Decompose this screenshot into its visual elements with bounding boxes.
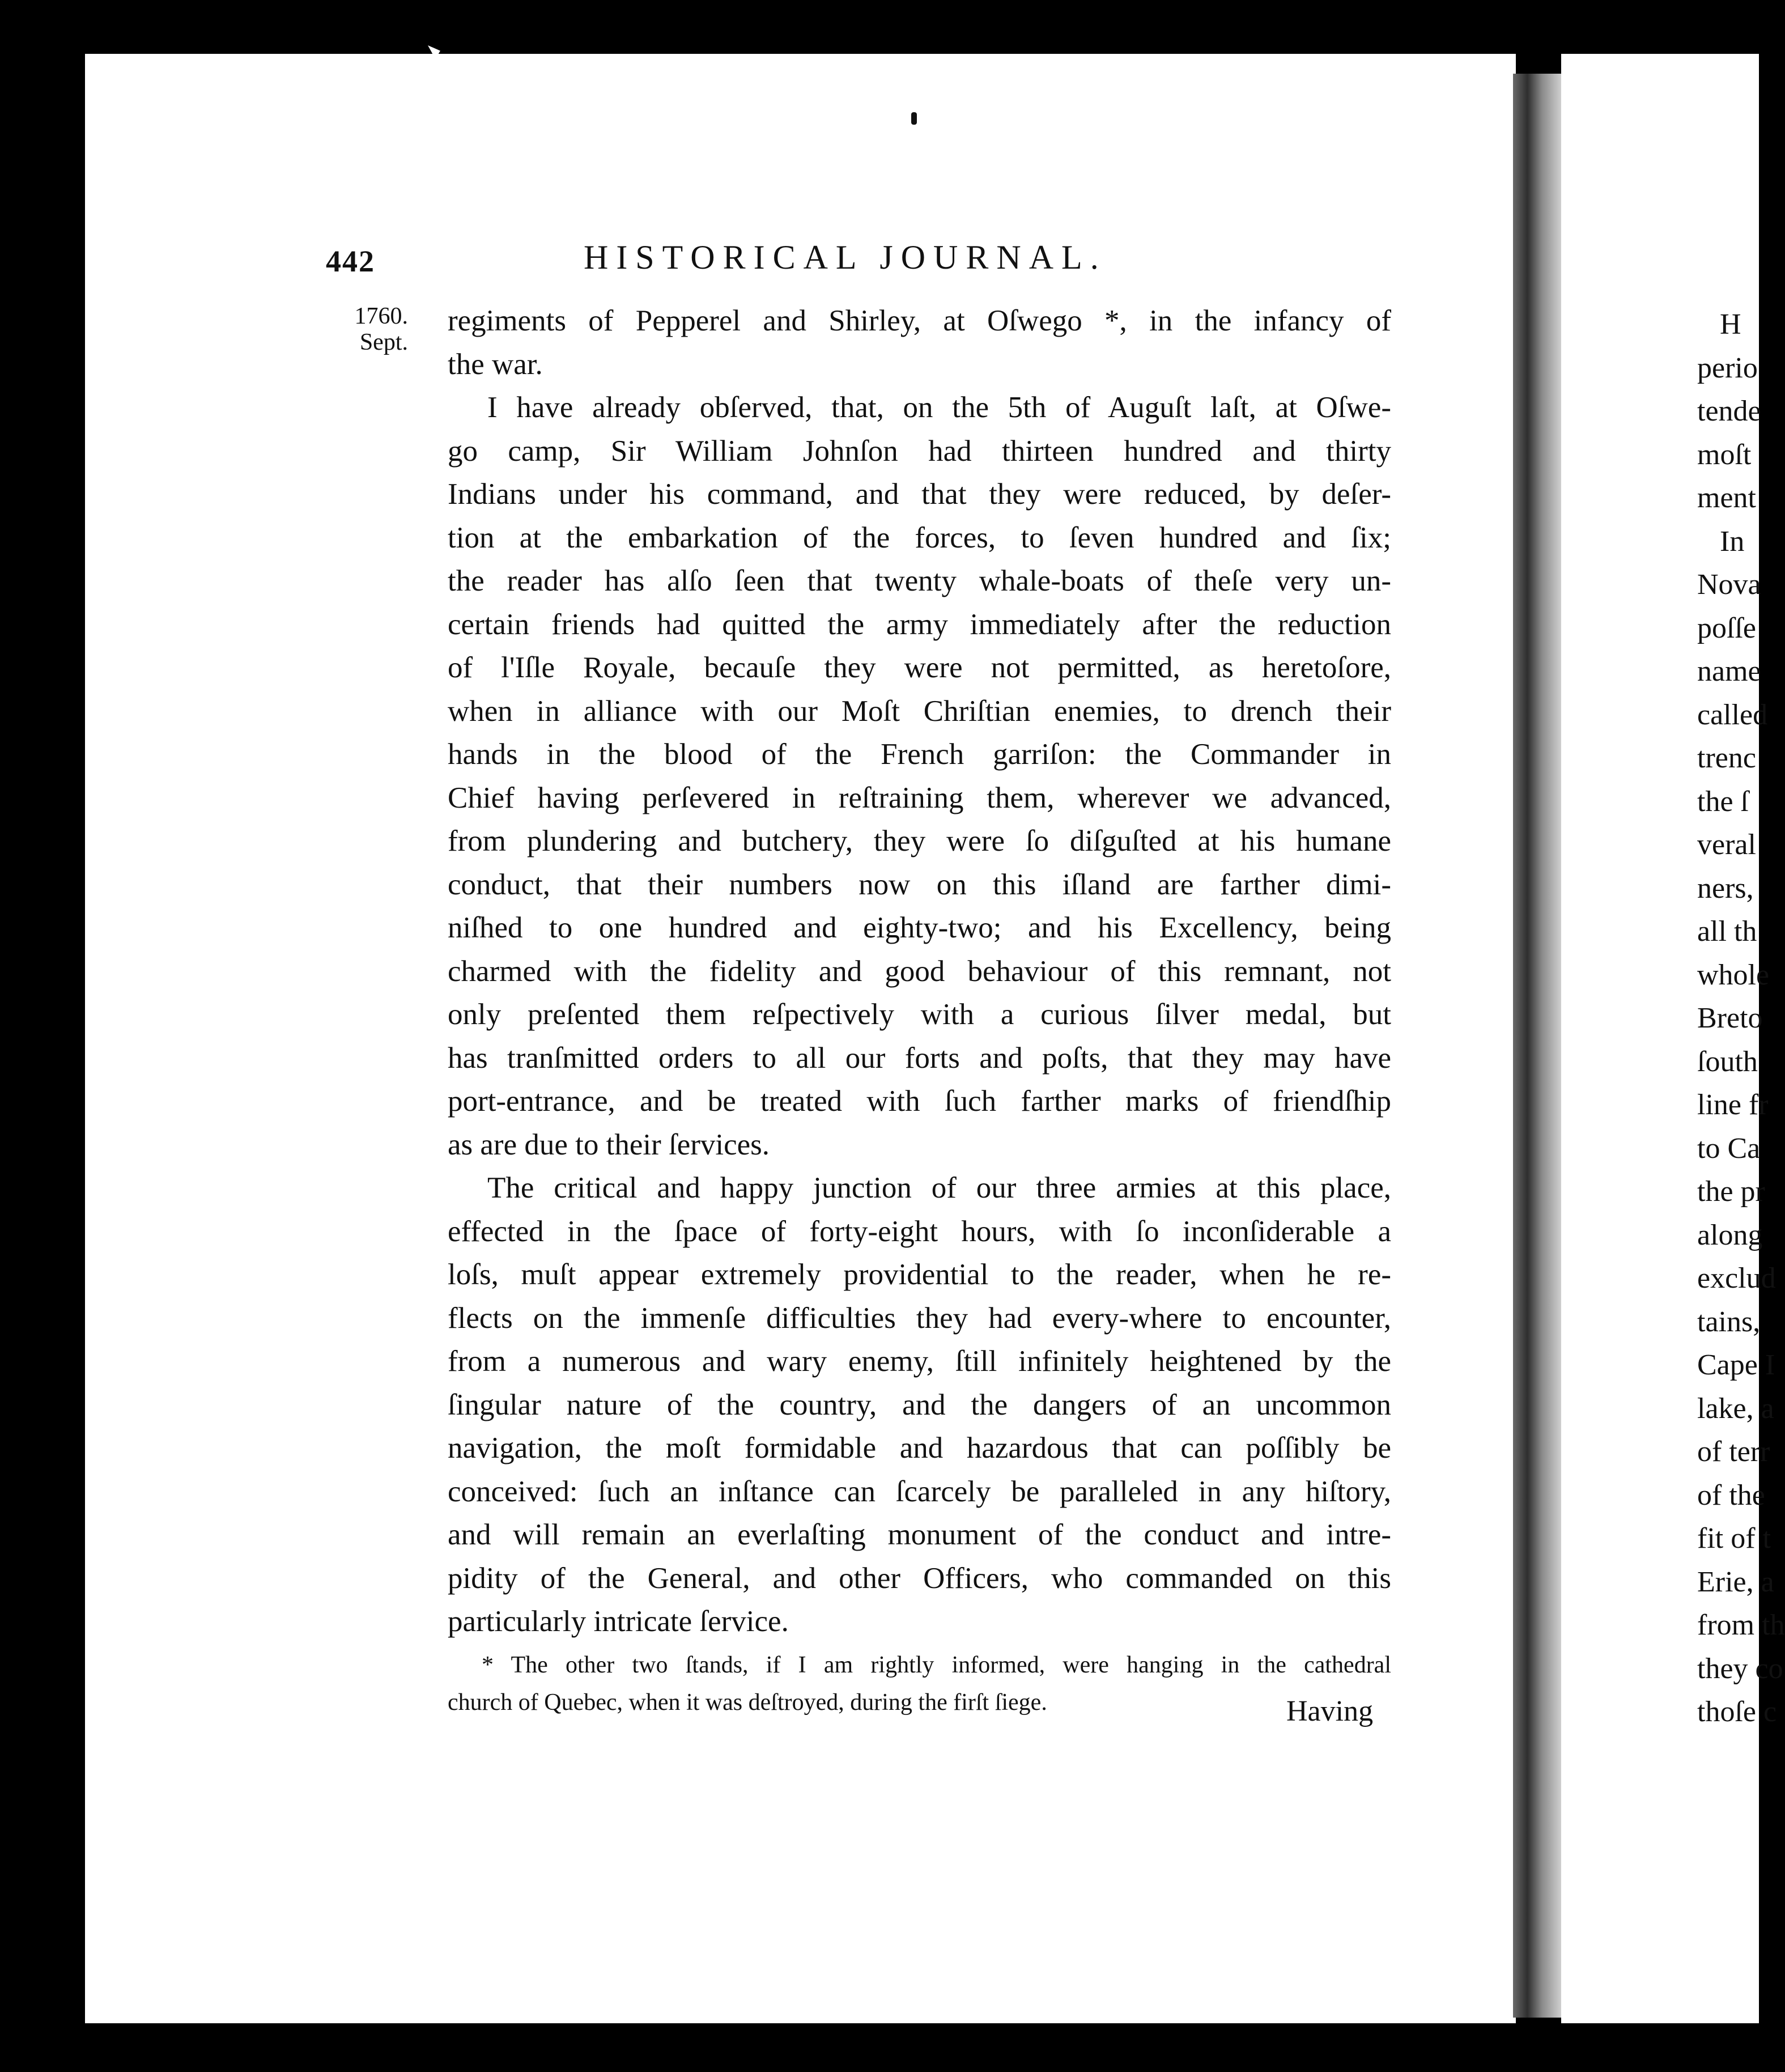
text-line: conceived: ſuch an inſtance can ſcarcely be paralleled in any hiſtory, bbox=[448, 1475, 1391, 1508]
text-line: ſingular nature of the country, and the dangers of an uncommon bbox=[448, 1388, 1391, 1421]
facing-page-fragment: moſt bbox=[1697, 438, 1752, 471]
text-line: as are due to their ſervices. bbox=[448, 1128, 770, 1161]
facing-page-fragment: of terr bbox=[1697, 1436, 1770, 1468]
facing-page-fragment: ment bbox=[1697, 482, 1756, 514]
facing-page-fragment: H bbox=[1720, 308, 1741, 341]
text-line: the war. bbox=[448, 347, 543, 381]
running-head: HISTORICAL JOURNAL. bbox=[584, 239, 1107, 276]
book-gutter bbox=[1513, 74, 1561, 2018]
text-line: only preſented them reſpectively with a curious ſilver medal, but bbox=[448, 998, 1391, 1031]
text-line: navigation, the moſt formidable and hazardous that can poſſibly be bbox=[448, 1432, 1391, 1464]
facing-page-fragment: the pr bbox=[1697, 1175, 1765, 1208]
text-line: regiments of Pepperel and Shirley, at Oſwego *, in the infancy of bbox=[448, 304, 1391, 337]
facing-page-fragment: trenc bbox=[1697, 742, 1756, 774]
facing-page-fragment: Erie, a bbox=[1697, 1565, 1774, 1598]
text-line: tion at the embarkation of the forces, to ſeven hundred and ſix; bbox=[448, 521, 1391, 554]
text-line: when in alliance with our Moſt Chriſtian enemies, to drench their bbox=[448, 694, 1391, 728]
facing-page-fragment: called bbox=[1697, 698, 1768, 731]
facing-page-fragment: veral bbox=[1697, 829, 1756, 861]
facing-page-fragment: Cape I bbox=[1697, 1349, 1775, 1381]
facing-page-fragment: tains, bbox=[1697, 1305, 1761, 1338]
facing-page-fragment: ners, bbox=[1697, 872, 1754, 905]
ink-speck bbox=[911, 112, 917, 125]
facing-page-fragment: ſouth bbox=[1697, 1045, 1758, 1078]
text-line: I have already obſerved, that, on the 5th of Auguſt laſt, at Oſwe- bbox=[487, 391, 1391, 424]
facing-page-fragment: In bbox=[1720, 525, 1745, 558]
text-line: flects on the immenſe difficulties they had every-where to encounter, bbox=[448, 1301, 1391, 1335]
facing-page-fragment: Nova bbox=[1697, 568, 1761, 601]
text-line: loſs, muſt appear extremely providential to the reader, when he re- bbox=[448, 1258, 1391, 1291]
text-line: port-entrance, and be treated with ſuch farther marks of friendſhip bbox=[448, 1085, 1391, 1118]
text-line: hands in the blood of the French garriſon: the Commander in bbox=[448, 738, 1391, 771]
text-line: The critical and happy junction of our three armies at this place, bbox=[487, 1171, 1391, 1204]
text-line: Chief having perſevered in reſtraining them, wherever we advanced, bbox=[448, 781, 1391, 814]
margin-month: Sept. bbox=[359, 329, 408, 355]
margin-note bbox=[346, 303, 408, 355]
facing-page-fragment: exclud bbox=[1697, 1262, 1776, 1294]
facing-page-fragment: all th bbox=[1697, 915, 1757, 948]
facing-page-fragment: line fr bbox=[1697, 1089, 1769, 1121]
facing-page-fragment: thoſe c bbox=[1697, 1696, 1777, 1728]
text-line: charmed with the fidelity and good behaviour of this remnant, not bbox=[448, 954, 1391, 988]
catchword: Having bbox=[1286, 1695, 1374, 1727]
text-line: effected in the ſpace of forty-eight hours, with ſo inconſiderable a bbox=[448, 1215, 1391, 1248]
facing-page-fragment: of the bbox=[1697, 1479, 1765, 1511]
facing-page-fragment: they co bbox=[1697, 1652, 1783, 1685]
text-line: certain friends had quitted the army immediately after the reduction bbox=[448, 608, 1391, 641]
text-line: conduct, that their numbers now on this iſland are farther dimi- bbox=[448, 868, 1391, 901]
margin-year: 1760. bbox=[354, 303, 408, 329]
facing-page-fragment: Breto bbox=[1697, 1002, 1763, 1034]
footnote bbox=[448, 1646, 1391, 1721]
facing-page-fragment: fit of t bbox=[1697, 1522, 1771, 1555]
page-number: 442 bbox=[326, 244, 375, 278]
footnote-line: church of Quebec, when it was deſtroyed, during the firſt ſiege. bbox=[448, 1689, 1047, 1716]
facing-page-fragment: the ſ bbox=[1697, 785, 1749, 818]
text-line: Indians under his command, and that they were reduced, by deſer- bbox=[448, 478, 1391, 511]
footnote-line: * The other two ſtands, if I am rightly informed, were hanging in the cathedral bbox=[482, 1652, 1391, 1678]
text-line: of l'Iſle Royale, becauſe they were not permitted, as heretoſore, bbox=[448, 651, 1391, 684]
text-line: go camp, Sir William Johnſon had thirteen hundred and thirty bbox=[448, 434, 1391, 468]
facing-page-fragment: from th bbox=[1697, 1609, 1785, 1641]
facing-page-text bbox=[1697, 303, 1785, 1734]
facing-page-fragment: lake, a bbox=[1697, 1392, 1774, 1425]
facing-page-fragment: whole bbox=[1697, 958, 1770, 991]
text-line: the reader has alſo ſeen that twenty whale-boats of theſe very un- bbox=[448, 564, 1391, 597]
text-line: pidity of the General, and other Officers, who commanded on this bbox=[448, 1561, 1391, 1595]
facing-page-fragment: to Ca bbox=[1697, 1132, 1761, 1165]
facing-page-fragment: perio bbox=[1697, 351, 1758, 384]
facing-page-fragment: name bbox=[1697, 655, 1761, 687]
text-line: and will remain an everlaſting monument of the conduct and intre- bbox=[448, 1518, 1391, 1551]
text-line: has tranſmitted orders to all our forts and poſts, that they may have bbox=[448, 1041, 1391, 1075]
facing-page-fragment: poſſe bbox=[1697, 612, 1756, 644]
text-line: niſhed to one hundred and eighty-two; and his Excellency, being bbox=[448, 911, 1391, 944]
text-line: from a numerous and wary enemy, ſtill infinitely heightened by the bbox=[448, 1345, 1391, 1378]
body-text bbox=[448, 299, 1391, 1644]
text-line: particularly intricate ſervice. bbox=[448, 1605, 789, 1638]
facing-page-fragment: tende bbox=[1697, 395, 1761, 427]
facing-page-fragment: along bbox=[1697, 1218, 1763, 1251]
text-line: from plundering and butchery, they were ſo diſguſted at his humane bbox=[448, 825, 1391, 857]
